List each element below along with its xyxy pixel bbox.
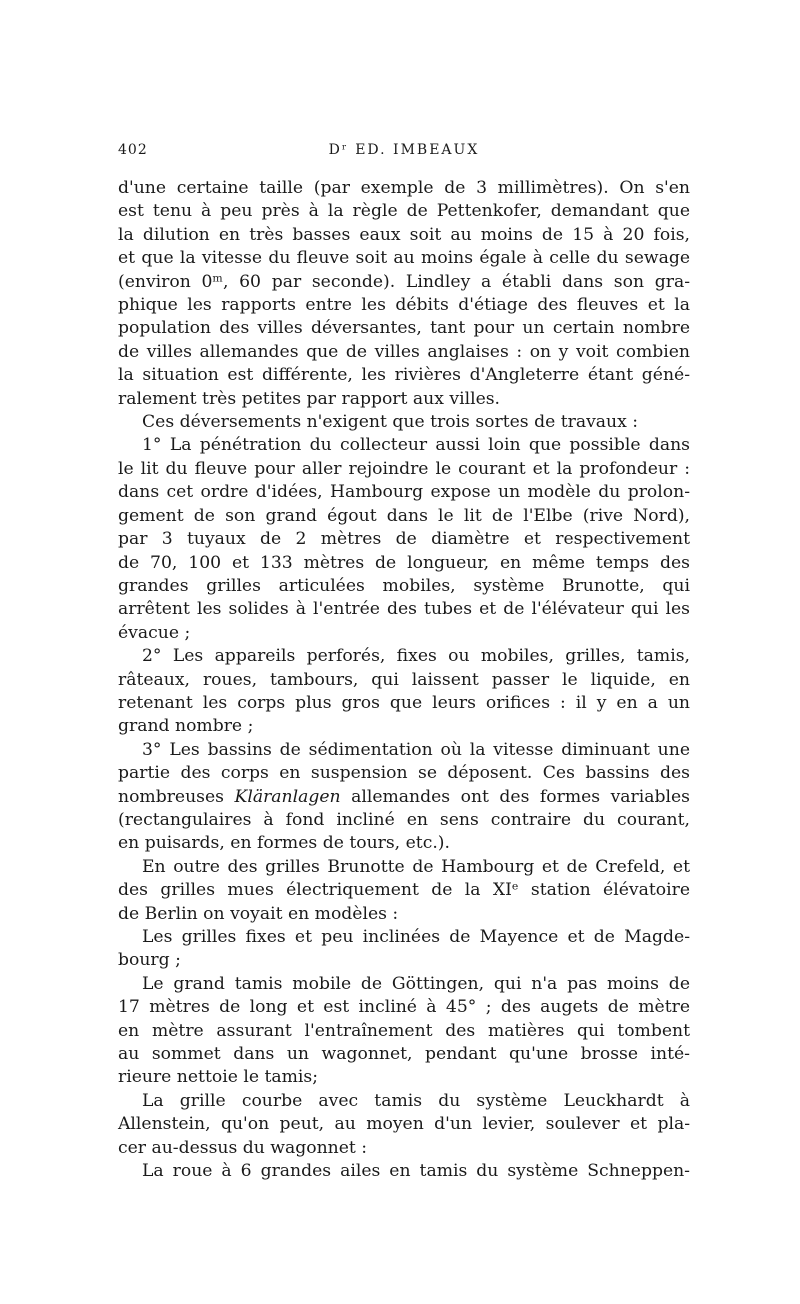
paragraph-item-1 <box>118 434 690 645</box>
text-line: Les grilles fixes et peu inclinées de Mayence et de Magde- <box>142 927 690 947</box>
text-line: population des villes déversantes, tant pour un certain nombre <box>118 318 690 339</box>
text-line: évacue ; <box>118 622 191 643</box>
text-line: phique les rapports entre les débits d'étiage des fleuves et la <box>118 295 690 316</box>
text-line: Allenstein, qu'on peut, au moyen d'un levier, soulever et pla- <box>118 1114 690 1135</box>
text-line: le lit du fleuve pour aller rejoindre le courant et la profondeur : <box>118 458 690 479</box>
text-line: la dilution en très basses eaux soit au moins de 15 à 20 fois, <box>118 224 690 245</box>
paragraph-schneppen <box>118 1160 690 1183</box>
text-line: au sommet dans un wagonnet, pendant qu'une brosse inté- <box>118 1044 690 1065</box>
text-line: d'une certaine taille (par exemple de 3 millimètres). On s'en <box>118 178 690 198</box>
text-line: La grille courbe avec tamis du système Leuckhardt à <box>142 1090 690 1111</box>
text-line: retenant les corps plus gros que leurs orifices : il y en a un <box>118 692 690 713</box>
text-line: Ces déversements n'exigent que trois sortes de travaux : <box>142 412 639 433</box>
body-text <box>118 177 690 1183</box>
text-line: et que la vitesse du fleuve soit au moins égale à celle du sewage <box>118 248 690 269</box>
text-line: en mètre assurant l'entraînement des matières qui tombent <box>118 1020 690 1041</box>
text-line: 3° Les bassins de sédimentation où la vitesse diminuant une <box>142 739 690 760</box>
page-number: 402 <box>118 142 148 158</box>
text-line: par 3 tuyaux de 2 mètres de diamètre et respectivement <box>118 529 690 550</box>
page-header <box>118 142 690 164</box>
text-line: 1° La pénétration du collecteur aussi loin que possible dans <box>142 435 690 456</box>
paragraph-gottingen <box>118 973 690 1090</box>
text-line: des grilles mues électriquement de la XIᵉ station élévatoire <box>118 880 690 901</box>
text-line: La roue à 6 grandes ailes en tamis du système Schneppen- <box>142 1161 690 1182</box>
text-line: arrêtent les solides à l'entrée des tubes et de l'élévateur qui les <box>118 599 690 620</box>
paragraph-item-2 <box>118 645 690 739</box>
text-line: dans cet ordre d'idées, Hambourg expose un modèle du prolon- <box>118 482 690 503</box>
text-line: râteaux, roues, tambours, qui laissent passer le liquide, en <box>118 669 690 690</box>
paragraph-leuckhardt <box>118 1090 690 1160</box>
text-line: bourg ; <box>118 950 181 971</box>
text-line: 17 mètres de long et est incliné à 45° ; des augets de mètre <box>118 997 690 1018</box>
text-line: rieure nettoie le tamis; <box>118 1067 319 1088</box>
paragraph-exhibits <box>118 856 690 926</box>
text-line: de 70, 100 et 133 mètres de longueur, en même temps des <box>118 552 690 573</box>
text-line: 2° Les appareils perforés, fixes ou mobiles, grilles, tamis, <box>142 646 690 667</box>
text-line: ralement très petites par rapport aux villes. <box>118 388 501 409</box>
paragraph-item-3 <box>118 739 690 856</box>
text-line: la situation est différente, les rivières d'Angleterre étant géné- <box>118 365 690 386</box>
text-line: En outre des grilles Brunotte de Hambourg et de Crefeld, et <box>142 856 690 877</box>
text-line: de Berlin on voyait en modèles : <box>118 903 399 924</box>
text-line: grand nombre ; <box>118 716 254 737</box>
text-line: nombreuses Kläranlagen allemandes ont des formes variables <box>118 786 691 807</box>
italic-term: Kläranlagen <box>234 786 341 807</box>
text-line: (rectangulaires à fond incliné en sens contraire du courant, <box>118 809 690 830</box>
paragraph-mayence <box>118 926 690 973</box>
text-line: en puisards, en formes de tours, etc.). <box>118 833 450 854</box>
text-line: de villes allemandes que de villes anglaises : on y voit combien <box>118 341 690 362</box>
text-line: cer au-dessus du wagonnet : <box>118 1137 368 1158</box>
running-head: Dʳ ED. IMBEAUX <box>328 142 480 158</box>
paragraph-continuation <box>118 177 690 411</box>
paragraph-intro-works <box>118 411 690 434</box>
text-line: (environ 0ᵐ, 60 par seconde). Lindley a établi dans son gra- <box>118 271 690 292</box>
text-line: est tenu à peu près à la règle de Pettenkofer, demandant que <box>118 201 690 222</box>
text-line: grandes grilles articulées mobiles, système Brunotte, qui <box>118 575 690 596</box>
text-line: Le grand tamis mobile de Göttingen, qui n'a pas moins de <box>142 973 690 994</box>
text-line: gement de son grand égout dans le lit de l'Elbe (rive Nord), <box>118 505 690 526</box>
text-line: partie des corps en suspension se déposent. Ces bassins des <box>118 763 690 784</box>
